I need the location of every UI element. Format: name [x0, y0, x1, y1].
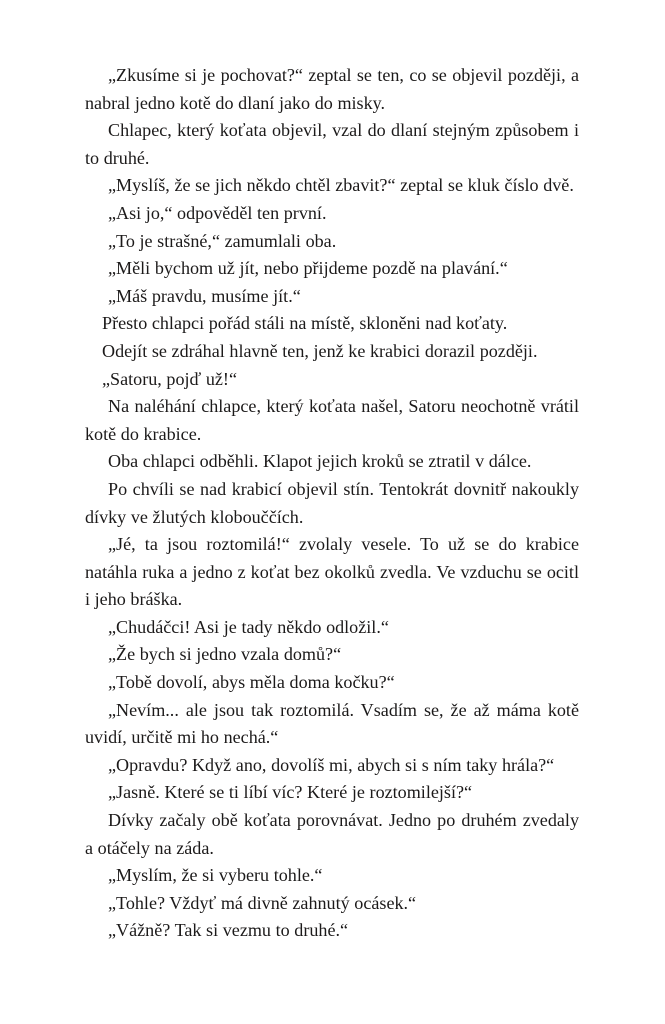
paragraph: „Asi jo,“ odpověděl ten první. [108, 202, 327, 223]
paragraph: „Měli bychom už jít, nebo přijdeme pozdě na plavání.“ [108, 258, 508, 279]
paragraph: „To je strašné,“ zamumlali oba. [108, 230, 337, 251]
paragraph: „Satoru, pojď už!“ [102, 368, 237, 389]
paragraph: „Tohle? Vždyť má divně zahnutý ocásek.“ [108, 892, 417, 913]
paragraph: „Myslíš, že se jich někdo chtěl zbavit?“ zeptal se kluk číslo dvě. [108, 175, 574, 196]
paragraph: „Máš pravdu, musíme jít.“ [108, 285, 301, 306]
paragraph: „Zkusíme si je pochovat?“ zeptal se ten, co se objevil později, a nabral jedno kotě do dlaní jako do misky. [85, 65, 579, 113]
paragraph: Dívky začaly obě koťata porovnávat. Jedno po druhém zvedaly a otáčely na záda. [85, 810, 579, 858]
paragraph: „Tobě dovolí, abys měla doma kočku?“ [108, 672, 395, 693]
paragraph: Chlapec, který koťata objevil, vzal do dlaní stejným způsobem i to druhé. [85, 120, 579, 168]
paragraph: „Že bych si jedno vzala domů?“ [108, 644, 342, 665]
paragraph: Na naléhání chlapce, který koťata našel, Satoru neochotně vrátil kotě do krabice. [85, 396, 579, 444]
paragraph: Po chvíli se nad krabicí objevil stín. Tentokrát dovnitř nakoukly dívky ve žlutých klobouččích. [85, 478, 579, 527]
page-text-column [85, 62, 579, 945]
paragraph: Odejít se zdráhal hlavně ten, jenž ke krabici dorazil později. [102, 340, 538, 361]
paragraph: „Myslím, že si vyberu tohle.“ [108, 865, 323, 886]
paragraph: „Jasně. Které se ti líbí víc? Které je roztomilejší?“ [108, 782, 473, 803]
paragraph: „Nevím... ale jsou tak roztomilá. Vsadím se, že až máma kotě uvidí, určitě mi ho nechá.“ [85, 699, 579, 748]
paragraph: „Chudáčci! Asi je tady někdo odložil.“ [108, 616, 389, 637]
paragraph: „Vážně? Tak si vezmu to druhé.“ [108, 920, 349, 941]
paragraph: Přesto chlapci pořád stáli na místě, skloněni nad koťaty. [102, 313, 508, 334]
paragraph: Oba chlapci odběhli. Klapot jejich kroků se ztratil v dálce. [108, 451, 532, 472]
paragraph: „Jé, ta jsou roztomilá!“ zvolaly vesele. To už se do krabice natáhla ruka a jedno z koťat bez okolků zvedla. Ve vzduchu se ocitl i jeho bráška. [85, 534, 579, 610]
paragraph: „Opravdu? Když ano, dovolíš mi, abych si s ním taky hrála?“ [108, 754, 555, 775]
